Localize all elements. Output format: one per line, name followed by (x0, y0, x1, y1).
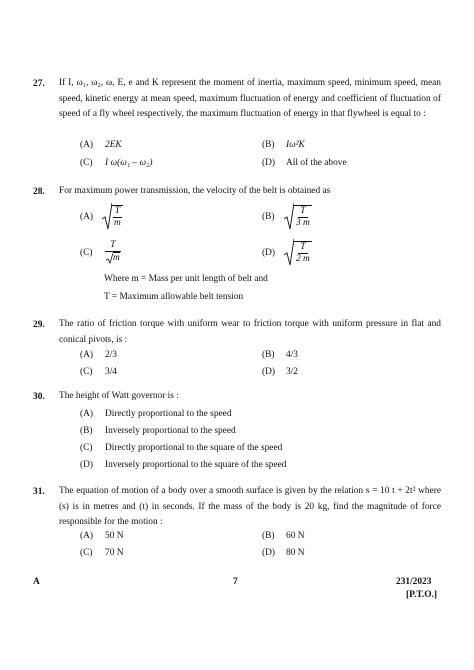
option-value: Inversely proportional to the speed (105, 426, 236, 436)
please-turn-over: [P.T.O.] (406, 590, 437, 600)
question-number: 31. (33, 487, 45, 497)
radical-sign-icon (106, 253, 113, 264)
fraction-numerator: T (114, 206, 120, 216)
option-key: (A) (80, 409, 94, 419)
option-key: (D) (80, 460, 94, 470)
option-key: (C) (80, 548, 93, 558)
option-value: 3/4 (105, 367, 117, 377)
paper-code: 231/2023 (396, 577, 432, 587)
fraction-numerator: T (300, 242, 306, 252)
option-value: 50 N (105, 531, 124, 541)
option-key: (A) (80, 140, 94, 150)
option-value: 70 N (105, 548, 124, 558)
radical-sign-icon (284, 202, 294, 230)
fraction-numerator: T (300, 206, 306, 216)
option-key: (C) (80, 158, 93, 168)
question-text: The ratio of friction torque with uniform wear to friction torque with uniform pressure in flat and conical pivots, is : (59, 319, 441, 345)
option-value: 3/2 (286, 367, 298, 377)
definition-note: Where m = Mass per unit length of belt and (104, 274, 268, 284)
fraction-denominator (104, 252, 122, 264)
option-value: Iω²K (286, 140, 305, 150)
question-number: 28. (33, 187, 45, 197)
sqrt-fraction (284, 202, 312, 230)
fraction-denominator: m (114, 218, 121, 228)
option-value: All of the above (286, 158, 347, 168)
option-key: (D) (262, 248, 276, 258)
option-key: (C) (80, 248, 93, 258)
option-value: Inversely proportional to the square of the speed (105, 460, 287, 470)
definition-note: T = Maximum allowable belt tension (104, 292, 244, 302)
fraction-over-sqrt (104, 240, 122, 264)
radical-sign-icon (102, 202, 112, 230)
question-text: The equation of motion of a body over a smooth surface is given by the relation s = 10 t + 2t² where (s) is in metres and (t) in seconds. If the mass of the body is 20 kg, find the magnitude of force responsible for the motion : (59, 486, 441, 528)
option-key: (C) (80, 367, 93, 377)
option-value: 4/3 (286, 350, 298, 360)
fraction-numerator: T (105, 240, 120, 252)
page-number: 7 (233, 577, 238, 587)
option-value: 80 N (286, 548, 305, 558)
booklet-series: A (33, 577, 40, 587)
option-key: (B) (262, 531, 275, 541)
option-key: (A) (80, 350, 94, 360)
option-key: (B) (262, 212, 275, 222)
sqrt-fraction (284, 238, 312, 266)
fraction-denominator: 2 m (296, 254, 310, 264)
question-text: For maximum power transmission, the velocity of the belt is obtained as (59, 186, 331, 196)
radical-sign-icon (284, 238, 294, 266)
option-key: (D) (262, 158, 276, 168)
option-value: Directly proportional to the speed (105, 409, 232, 419)
radicand: m (113, 253, 120, 263)
question-number: 27. (33, 79, 45, 89)
option-value: 2EK (105, 140, 122, 150)
option-key: (B) (262, 140, 275, 150)
option-value: Directly proportional to the square of the speed (105, 443, 283, 453)
option-value: I ω(ω₁ – ω₂) (105, 158, 153, 168)
option-key: (D) (262, 548, 276, 558)
option-key: (B) (80, 426, 93, 436)
option-key: (C) (80, 443, 93, 453)
option-value: 2/3 (105, 350, 117, 360)
option-key: (D) (262, 367, 276, 377)
question-text: The height of Watt governor is : (59, 391, 179, 401)
question-number: 29. (33, 320, 45, 330)
option-key: (A) (80, 531, 94, 541)
option-value: 60 N (286, 531, 305, 541)
sqrt-fraction (102, 202, 123, 230)
option-key: (B) (262, 350, 275, 360)
question-number: 30. (33, 392, 45, 402)
question-text: If I, ω₁, ω₂, ω, E, e and K represent the moment of inertia, maximum speed, minimum speed, mean speed, kinetic energy at mean speed, maximum fluctuation of energy and coefficient of fluctuation of speed of a fly wheel respectively, the maximum fluctuation of energy in that flywheel is equal to : (59, 78, 441, 120)
fraction-denominator: 3 m (296, 218, 310, 228)
option-key: (A) (80, 212, 94, 222)
